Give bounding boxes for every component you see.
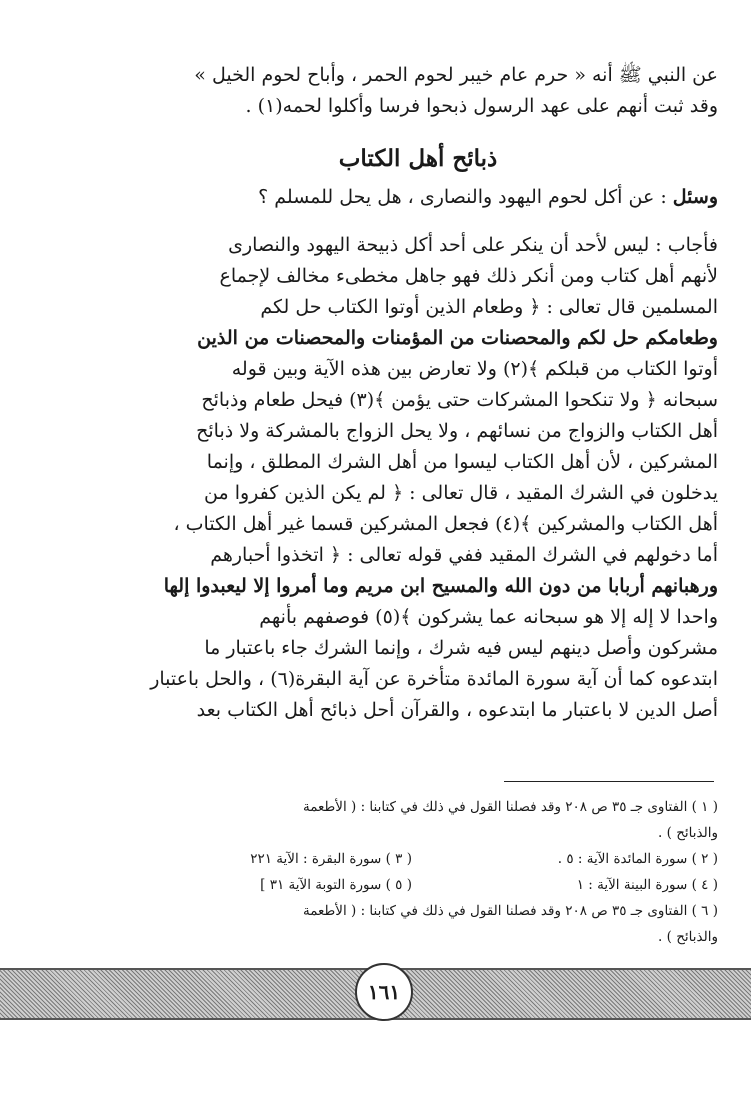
answer-line-12: ورهبانهم أربابا من دون الله والمسيح ابن مريم وما أمروا إلا ليعبدوا إلها <box>163 575 718 597</box>
footnotes <box>118 794 718 950</box>
footnote-2: ( ٢ ) سورة المائدة الآية : ٥ . <box>557 851 718 867</box>
answer-line-9: يدخلون في الشرك المقيد ، قال تعالى : ﴿ لم يكن الذين كفروا من <box>204 482 718 504</box>
answer-line-1: فأجاب : ليس لأحد أن ينكر على أحد أكل ذبيحة اليهود والنصارى <box>228 234 718 256</box>
footnote-3: ( ٣ ) سورة البقرة : الآية ٢٢١ <box>250 851 412 867</box>
answer-line-6: سبحانه ﴿ ولا تنكحوا المشركات حتى يؤمن ﴾(٣) فيحل طعام وذبائح <box>201 389 718 411</box>
footnote-1-line-2: والذبائح ) . <box>658 825 718 841</box>
intro-paragraph <box>118 60 718 122</box>
footnote-row-4-5 <box>118 872 718 898</box>
intro-line-1: عن النبي ﷺ أنه « حرم عام خيبر لحوم الحمر ، وأباح لحوم الخيل » <box>194 64 718 86</box>
answer-line-5: أوتوا الكتاب من قبلكم ﴾(٢) ولا تعارض بين هذه الآية وبين قوله <box>231 358 718 380</box>
answer-line-14: مشركون وأصل دينهم ليس فيه شرك ، وإنما الشرك جاء باعتبار ما <box>204 637 718 659</box>
answer-line-16: أصل الدين لا باعتبار ما ابتدعوه ، والقرآن أحل ذبائح أهل الكتاب بعد <box>196 699 718 721</box>
footnote-1-line-1: ( ١ ) الفتاوى جـ ٣٥ ص ٢٠٨ وقد فصلنا القول في ذلك في كتابنا : ( الأطعمة <box>302 799 718 815</box>
question-label: وسئل <box>672 186 718 208</box>
question-paragraph <box>118 182 718 213</box>
answer-line-11: أما دخولهم في الشرك المقيد ففي قوله تعالى : ﴿ اتخذوا أحبارهم <box>210 544 718 566</box>
answer-line-2: لأنهم أهل كتاب ومن أنكر ذلك فهو جاهل مخطىء مخالف لإجماع <box>219 265 718 287</box>
footnote-4: ( ٤ ) سورة البينة الآية : ١ <box>576 877 718 893</box>
intro-line-2: وقد ثبت أنهم على عهد الرسول ذبحوا فرسا وأكلوا لحمه(١) . <box>245 95 718 117</box>
answer-line-3: المسلمين قال تعالى : ﴿ وطعام الذين أوتوا الكتاب حل لكم <box>260 296 718 318</box>
footnote-divider <box>504 781 714 782</box>
answer-line-4: وطعامكم حل لكم والمحصنات من المؤمنات والمحصنات من الذين <box>197 327 718 349</box>
question-text: : عن أكل لحوم اليهود والنصارى ، هل يحل للمسلم ؟ <box>258 186 667 208</box>
page-number: ١٦١ <box>367 980 401 1004</box>
section-heading: ذبائح أهل الكتاب <box>338 145 498 172</box>
question-line <box>118 182 718 213</box>
answer-line-8: المشركين ، لأن أهل الكتاب ليسوا من أهل الشرك المطلق ، وإنما <box>206 451 718 473</box>
answer-line-7: أهل الكتاب والزواج من نسائهم ، ولا يحل الزواج بالمشركة ولا ذبائح <box>196 420 718 442</box>
answer-paragraph <box>118 230 718 726</box>
answer-line-10: أهل الكتاب والمشركين ﴾(٤) فجعل المشركين قسما غير أهل الكتاب ، <box>173 513 718 535</box>
page-number-badge <box>355 963 413 1021</box>
footnote-row-2-3 <box>118 846 718 872</box>
footnote-6-line-2: والذبائح ) . <box>658 929 718 945</box>
footnote-5: ( ٥ ) سورة التوبة الآية ٣١ ] <box>260 877 412 893</box>
footnote-6-line-1: ( ٦ ) الفتاوى جـ ٣٥ ص ٢٠٨ وقد فصلنا القول في ذلك في كتابنا : ( الأطعمة <box>302 903 718 919</box>
answer-line-15: ابتدعوه كما أن آية سورة المائدة متأخرة عن آية البقرة(٦) ، والحل باعتبار <box>150 668 718 690</box>
answer-line-13: واحدا لا إله إلا هو سبحانه عما يشركون ﴾(٥) فوصفهم بأنهم <box>259 606 718 628</box>
